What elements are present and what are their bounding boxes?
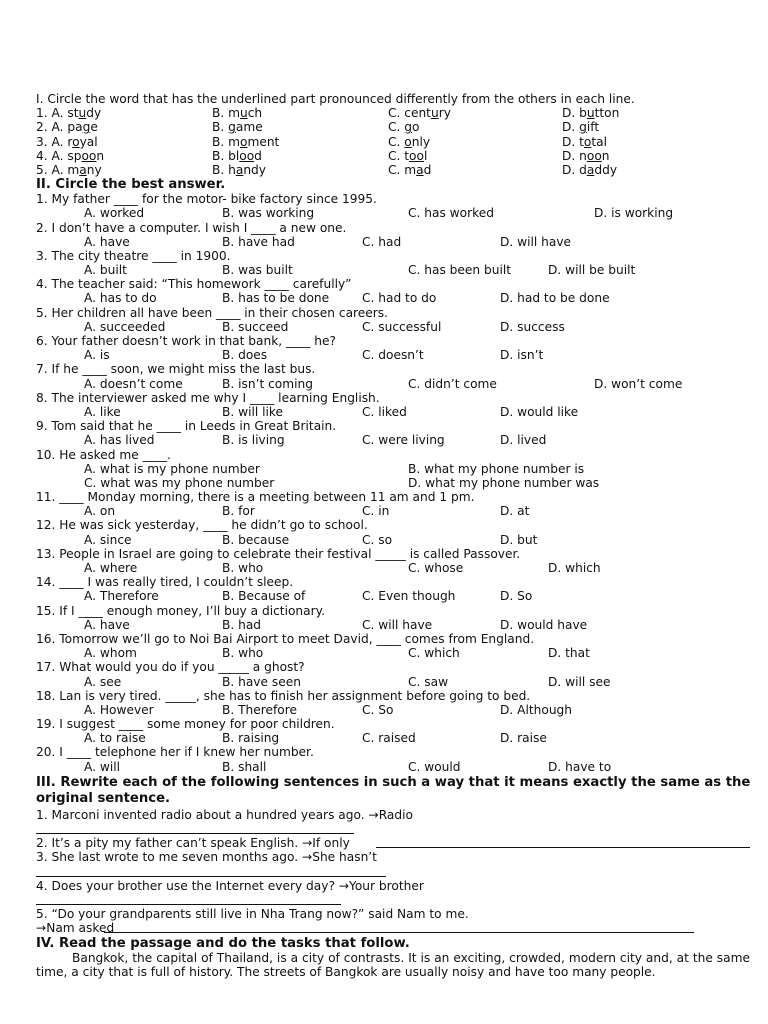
question-text: 19. I suggest ____ some money for poor children. bbox=[36, 717, 335, 732]
option-text-after: ment bbox=[247, 134, 280, 149]
answer-option: C. which bbox=[408, 646, 460, 661]
answer-options bbox=[36, 377, 752, 391]
option-text-before: C. bbox=[388, 120, 405, 135]
option-text-after: tton bbox=[594, 106, 620, 121]
answer-option: B. had bbox=[222, 617, 262, 632]
rewrite-item bbox=[36, 879, 752, 893]
answer-option: B. who bbox=[222, 646, 264, 661]
option-text-before: C. cent bbox=[388, 106, 431, 121]
answer-option: D. would like bbox=[500, 404, 579, 419]
section-1-instruction: I. Circle the word that has the underlined part pronounced differently from the others in each line. bbox=[36, 92, 635, 106]
pronunciation-option bbox=[212, 149, 262, 163]
answer-option: A. on bbox=[84, 504, 116, 519]
pronunciation-row bbox=[36, 135, 752, 149]
option-text-after: l bbox=[423, 148, 428, 163]
answer-options bbox=[36, 646, 752, 660]
question-stem bbox=[36, 306, 752, 320]
option-text-before: D. n bbox=[562, 148, 587, 163]
option-text-after: n bbox=[96, 148, 105, 163]
answer-option: C. So bbox=[362, 702, 394, 717]
question-stem bbox=[36, 362, 752, 376]
option-text-before: C. m bbox=[388, 162, 417, 177]
answer-option: C. successful bbox=[362, 319, 442, 334]
option-text-after: d bbox=[254, 148, 262, 163]
answer-option: D. Although bbox=[500, 702, 573, 717]
question-stem bbox=[36, 717, 752, 731]
answer-line bbox=[104, 921, 694, 933]
section-2-title: II. Circle the best answer. bbox=[36, 177, 226, 193]
answer-option: C. raised bbox=[362, 731, 416, 746]
question-text: 4. The teacher said: “This homework ____ carefully” bbox=[36, 277, 352, 292]
answer-option: D. lived bbox=[500, 433, 547, 448]
answer-options bbox=[36, 462, 752, 476]
answer-options bbox=[36, 235, 752, 249]
question-stem bbox=[36, 547, 752, 561]
option-text-before: B. bl bbox=[212, 148, 240, 163]
option-text-before: 4. A. sp bbox=[36, 148, 82, 163]
pronunciation-option bbox=[36, 135, 98, 149]
answer-option: C. had to do bbox=[362, 291, 437, 306]
section-4-title: IV. Read the passage and do the tasks that follow. bbox=[36, 935, 410, 951]
question-text: 13. People in Israel are going to celebrate their festival _____ is called Passover. bbox=[36, 546, 521, 561]
reading-passage: Bangkok, the capital of Thailand, is a city of contrasts. It is an exciting, crowded, modern city and, at the same time, a city that is full of history. The streets of Bangkok are usually noisy and have too many people. bbox=[36, 950, 750, 979]
answer-options bbox=[36, 405, 752, 419]
question-text: 10. He asked me ____. bbox=[36, 447, 171, 462]
rewrite-prompt: 4. Does your brother use the Internet every day? →Your brother bbox=[36, 878, 424, 893]
answer-option: B. is living bbox=[222, 433, 285, 448]
answer-option: D. have to bbox=[548, 759, 612, 774]
option-text-after: e bbox=[90, 120, 98, 135]
underlined-part: oo bbox=[409, 148, 424, 163]
answer-option: B. who bbox=[222, 561, 264, 575]
answer-option: D. but bbox=[500, 532, 538, 547]
pronunciation-option bbox=[562, 163, 617, 177]
answer-option: A. like bbox=[84, 404, 121, 419]
pronunciation-option bbox=[212, 120, 263, 134]
answer-option: A. has lived bbox=[84, 433, 155, 448]
answer-options bbox=[36, 703, 752, 717]
answer-options bbox=[36, 263, 752, 277]
question-stem bbox=[36, 448, 752, 462]
answer-options bbox=[36, 320, 752, 334]
underlined-part: o bbox=[583, 134, 592, 149]
answer-option: A. see bbox=[84, 674, 122, 689]
answer-option: D. had to be done bbox=[500, 291, 610, 306]
answer-options bbox=[36, 561, 752, 575]
answer-option: B. was working bbox=[222, 206, 315, 221]
answer-options bbox=[36, 348, 752, 362]
answer-option: A. is bbox=[84, 348, 110, 363]
underlined-part: o bbox=[239, 134, 248, 149]
pronunciation-option bbox=[36, 106, 101, 120]
answer-option: A. what is my phone number bbox=[84, 461, 260, 476]
answer-option: B. because bbox=[222, 532, 290, 547]
answer-option: D. which bbox=[548, 561, 601, 575]
option-text-before: 2. A. pa bbox=[36, 120, 83, 135]
answer-options bbox=[36, 433, 752, 447]
option-text-before: B. m bbox=[212, 134, 240, 149]
pronunciation-option bbox=[36, 149, 104, 163]
option-text-before: B. m bbox=[212, 106, 240, 121]
answer-option: C. were living bbox=[362, 433, 445, 448]
answer-option: D. is working bbox=[594, 206, 674, 221]
option-text-after: ny bbox=[86, 162, 102, 177]
question-text: 20. I ____ telephone her if I knew her number. bbox=[36, 745, 314, 760]
answer-option: C. in bbox=[362, 504, 390, 519]
question-stem bbox=[36, 334, 752, 348]
question-stem bbox=[36, 221, 752, 235]
answer-option: C. doesn’t bbox=[362, 348, 424, 363]
rewrite-item bbox=[36, 808, 752, 822]
underlined-part: o bbox=[404, 134, 412, 149]
answer-option: A. where bbox=[84, 561, 138, 575]
pronunciation-option bbox=[36, 120, 98, 134]
answer-options bbox=[36, 291, 752, 305]
option-text-after: yal bbox=[79, 134, 98, 149]
answer-option: A. whom bbox=[84, 646, 137, 661]
answer-option: C. saw bbox=[408, 674, 449, 689]
answer-option: C. will have bbox=[362, 617, 433, 632]
pronunciation-row bbox=[36, 120, 752, 134]
underlined-part: oo bbox=[81, 148, 97, 163]
answer-option: D. raise bbox=[500, 731, 547, 746]
option-text-after: ry bbox=[438, 106, 451, 121]
answer-option: D. So bbox=[500, 589, 533, 604]
question-stem bbox=[36, 604, 752, 618]
underlined-part: oo bbox=[239, 148, 255, 163]
section-3-title: III. Rewrite each of the following sentences in such a way that it means exactly the same as the original sentence. bbox=[36, 774, 751, 806]
question-text: 18. Lan is very tired. _____, she has to finish her assignment before going to bed. bbox=[36, 688, 531, 703]
answer-options bbox=[36, 731, 752, 745]
rewrite-prompt: 3. She last wrote to me seven months ago. →She hasn’t bbox=[36, 850, 377, 865]
answer-option: A. However bbox=[84, 702, 154, 717]
answer-option: B. succeed bbox=[222, 319, 289, 334]
rewrite-item bbox=[36, 907, 752, 921]
answer-option: B. what my phone number is bbox=[408, 461, 585, 476]
question-stem bbox=[36, 490, 752, 504]
answer-line bbox=[36, 865, 752, 879]
answer-option: C. whose bbox=[408, 561, 464, 575]
answer-option: A. has to do bbox=[84, 291, 157, 306]
answer-options bbox=[36, 675, 752, 689]
answer-option: B. have had bbox=[222, 234, 295, 249]
pronunciation-option bbox=[562, 120, 599, 134]
option-text-before: D. d bbox=[562, 162, 587, 177]
answer-options bbox=[36, 504, 752, 518]
answer-option: D. success bbox=[500, 319, 565, 334]
rewrite-prompt-continuation: →Nam asked bbox=[36, 921, 115, 936]
option-text-before: B. h bbox=[212, 162, 236, 177]
rewrite-prompt: 1. Marconi invented radio about a hundred years ago. →Radio bbox=[36, 807, 413, 822]
answer-option: B. isn’t coming bbox=[222, 376, 313, 391]
answer-option: A. succeeded bbox=[84, 319, 166, 334]
rewrite-item bbox=[36, 850, 752, 864]
option-text-after: tal bbox=[591, 134, 608, 149]
answer-option: A. worked bbox=[84, 206, 145, 221]
option-text-before: 3. A. r bbox=[36, 134, 73, 149]
question-text: 12. He was sick yesterday, ____ he didn’t go to school. bbox=[36, 518, 368, 533]
answer-option: D. would have bbox=[500, 617, 588, 632]
pronunciation-option bbox=[388, 106, 451, 120]
answer-option: B. Because of bbox=[222, 589, 306, 604]
underlined-part: u bbox=[586, 106, 595, 121]
option-text-after: ddy bbox=[594, 162, 618, 177]
question-stem bbox=[36, 689, 752, 703]
answer-line bbox=[36, 822, 752, 836]
pronunciation-option bbox=[388, 163, 431, 177]
answer-option: B. raising bbox=[222, 731, 280, 746]
answer-line bbox=[376, 836, 750, 848]
question-stem bbox=[36, 391, 752, 405]
option-text-after: ndy bbox=[243, 162, 266, 177]
underlined-part: g bbox=[82, 120, 91, 135]
question-text: 1. My father ____ for the motor- bike factory since 1995. bbox=[36, 192, 377, 207]
option-text-before: C. t bbox=[388, 148, 410, 163]
answer-option: B. does bbox=[222, 348, 268, 363]
answer-options bbox=[36, 533, 752, 547]
question-text: 15. If I ____ enough money, I’ll buy a dictionary. bbox=[36, 603, 325, 618]
underlined-part: a bbox=[416, 162, 424, 177]
answer-option: B. Therefore bbox=[222, 702, 298, 717]
rewrite-prompt: 2. It’s a pity my father can’t speak English. →If only bbox=[36, 836, 350, 851]
option-text-before: D. bbox=[562, 120, 580, 135]
question-stem bbox=[36, 192, 752, 206]
answer-option: D. will be built bbox=[548, 263, 636, 278]
answer-option: C. Even though bbox=[362, 589, 456, 604]
option-text-after: ift bbox=[586, 120, 600, 135]
question-stem bbox=[36, 660, 752, 674]
answer-option: B. shall bbox=[222, 759, 267, 774]
question-stem bbox=[36, 419, 752, 433]
worksheet bbox=[36, 92, 752, 979]
question-text: 17. What would you do if you _____ a ghost? bbox=[36, 660, 305, 675]
question-stem bbox=[36, 745, 752, 759]
answer-option: C. liked bbox=[362, 404, 407, 419]
answer-option: B. was built bbox=[222, 263, 293, 278]
pronunciation-option bbox=[388, 120, 419, 134]
question-text: 2. I don’t have a computer. I wish I ____ a new one. bbox=[36, 220, 347, 235]
pronunciation-row bbox=[36, 163, 752, 177]
pronunciation-row bbox=[36, 149, 752, 163]
question-stem bbox=[36, 575, 752, 589]
question-text: 8. The interviewer asked me why I ____ learning English. bbox=[36, 390, 380, 405]
answer-option: A. have bbox=[84, 617, 130, 632]
rewrite-item-continuation bbox=[36, 921, 752, 935]
answer-option: D. will see bbox=[548, 674, 611, 689]
underlined-part: a bbox=[79, 162, 87, 177]
pronunciation-row bbox=[36, 106, 752, 120]
question-text: 6. Your father doesn’t work in that bank, ____ he? bbox=[36, 334, 336, 348]
answer-line bbox=[36, 893, 752, 907]
question-text: 16. Tomorrow we’ll go to Noi Bai Airport to meet David, ____ comes from England. bbox=[36, 631, 535, 646]
pronunciation-option bbox=[212, 163, 266, 177]
underlined-part: u bbox=[239, 106, 248, 121]
underlined-part: o bbox=[72, 134, 80, 149]
answer-option: D. that bbox=[548, 646, 590, 661]
question-stem bbox=[36, 518, 752, 532]
answer-option: D. isn’t bbox=[500, 348, 544, 363]
option-text-after: o bbox=[412, 120, 420, 135]
option-text-after: n bbox=[601, 148, 610, 163]
answer-option: B. for bbox=[222, 504, 255, 519]
option-text-before: 1. A. st bbox=[36, 106, 79, 121]
answer-option: C. had bbox=[362, 234, 402, 249]
rewrite-prompt: 5. “Do your grandparents still live in Nha Trang now?” said Nam to me. bbox=[36, 907, 469, 922]
underlined-part: a bbox=[586, 162, 595, 177]
answer-option: A. to raise bbox=[84, 731, 146, 746]
answer-option: B. will like bbox=[222, 404, 284, 419]
answer-options bbox=[36, 760, 752, 774]
option-text-after: ame bbox=[235, 120, 263, 135]
answer-option: A. doesn’t come bbox=[84, 376, 183, 391]
question-stem bbox=[36, 277, 752, 291]
option-text-after: d bbox=[423, 162, 432, 177]
option-text-before: D. t bbox=[562, 134, 584, 149]
answer-option: A. since bbox=[84, 532, 132, 547]
answer-option: A. will bbox=[84, 759, 120, 774]
answer-option: C. what was my phone number bbox=[84, 475, 275, 490]
pronunciation-option bbox=[562, 135, 607, 149]
question-stem bbox=[36, 632, 752, 646]
answer-option: A. Therefore bbox=[84, 589, 159, 604]
question-text: 14. ____ I was really tired, I couldn’t sleep. bbox=[36, 575, 294, 590]
option-text-before: D. b bbox=[562, 106, 587, 121]
question-text: 9. Tom said that he ____ in Leeds in Great Britain. bbox=[36, 419, 337, 434]
answer-option: A. built bbox=[84, 263, 127, 278]
underlined-part: g bbox=[579, 120, 587, 135]
answer-option: D. won’t come bbox=[594, 376, 683, 391]
question-stem bbox=[36, 249, 752, 263]
option-text-after: ch bbox=[247, 106, 263, 121]
rewrite-item bbox=[36, 836, 752, 850]
underlined-part: u bbox=[78, 106, 87, 121]
pronunciation-option bbox=[212, 106, 262, 120]
answer-option: C. has worked bbox=[408, 206, 494, 221]
underlined-part: g bbox=[404, 120, 413, 135]
answer-options bbox=[36, 476, 752, 490]
answer-option: D. will have bbox=[500, 234, 572, 249]
question-text: 7. If he ____ soon, we might miss the last bus. bbox=[36, 362, 316, 377]
option-text-before: 5. A. m bbox=[36, 162, 80, 177]
question-text: 11. ____ Monday morning, there is a meeting between 11 am and 1 pm. bbox=[36, 490, 475, 505]
pronunciation-option bbox=[562, 149, 610, 163]
answer-options bbox=[36, 589, 752, 603]
underlined-part: g bbox=[228, 120, 236, 135]
underlined-part: oo bbox=[586, 148, 602, 163]
answer-option: A. have bbox=[84, 234, 130, 249]
pronunciation-option bbox=[36, 163, 102, 177]
option-text-after: nly bbox=[411, 134, 431, 149]
option-text-before: C. bbox=[388, 134, 405, 149]
option-text-after: dy bbox=[86, 106, 102, 121]
answer-option: C. didn’t come bbox=[408, 376, 497, 391]
question-text: 3. The city theatre ____ in 1900. bbox=[36, 248, 231, 263]
answer-options bbox=[36, 206, 752, 220]
pronunciation-option bbox=[388, 135, 430, 149]
answer-option: D. at bbox=[500, 504, 530, 519]
answer-option: D. what my phone number was bbox=[408, 475, 600, 490]
answer-option: C. would bbox=[408, 759, 461, 774]
pronunciation-option bbox=[562, 106, 619, 120]
pronunciation-option bbox=[388, 149, 427, 163]
answer-option: B. have seen bbox=[222, 674, 301, 689]
option-text-before: B. bbox=[212, 120, 229, 135]
answer-option: C. so bbox=[362, 532, 393, 547]
underlined-part: a bbox=[235, 162, 244, 177]
answer-option: C. has been built bbox=[408, 263, 512, 278]
pronunciation-option bbox=[212, 135, 279, 149]
answer-options bbox=[36, 618, 752, 632]
question-text: 5. Her children all have been ____ in their chosen careers. bbox=[36, 305, 389, 320]
answer-option: B. has to be done bbox=[222, 291, 330, 306]
underlined-part: u bbox=[430, 106, 439, 121]
